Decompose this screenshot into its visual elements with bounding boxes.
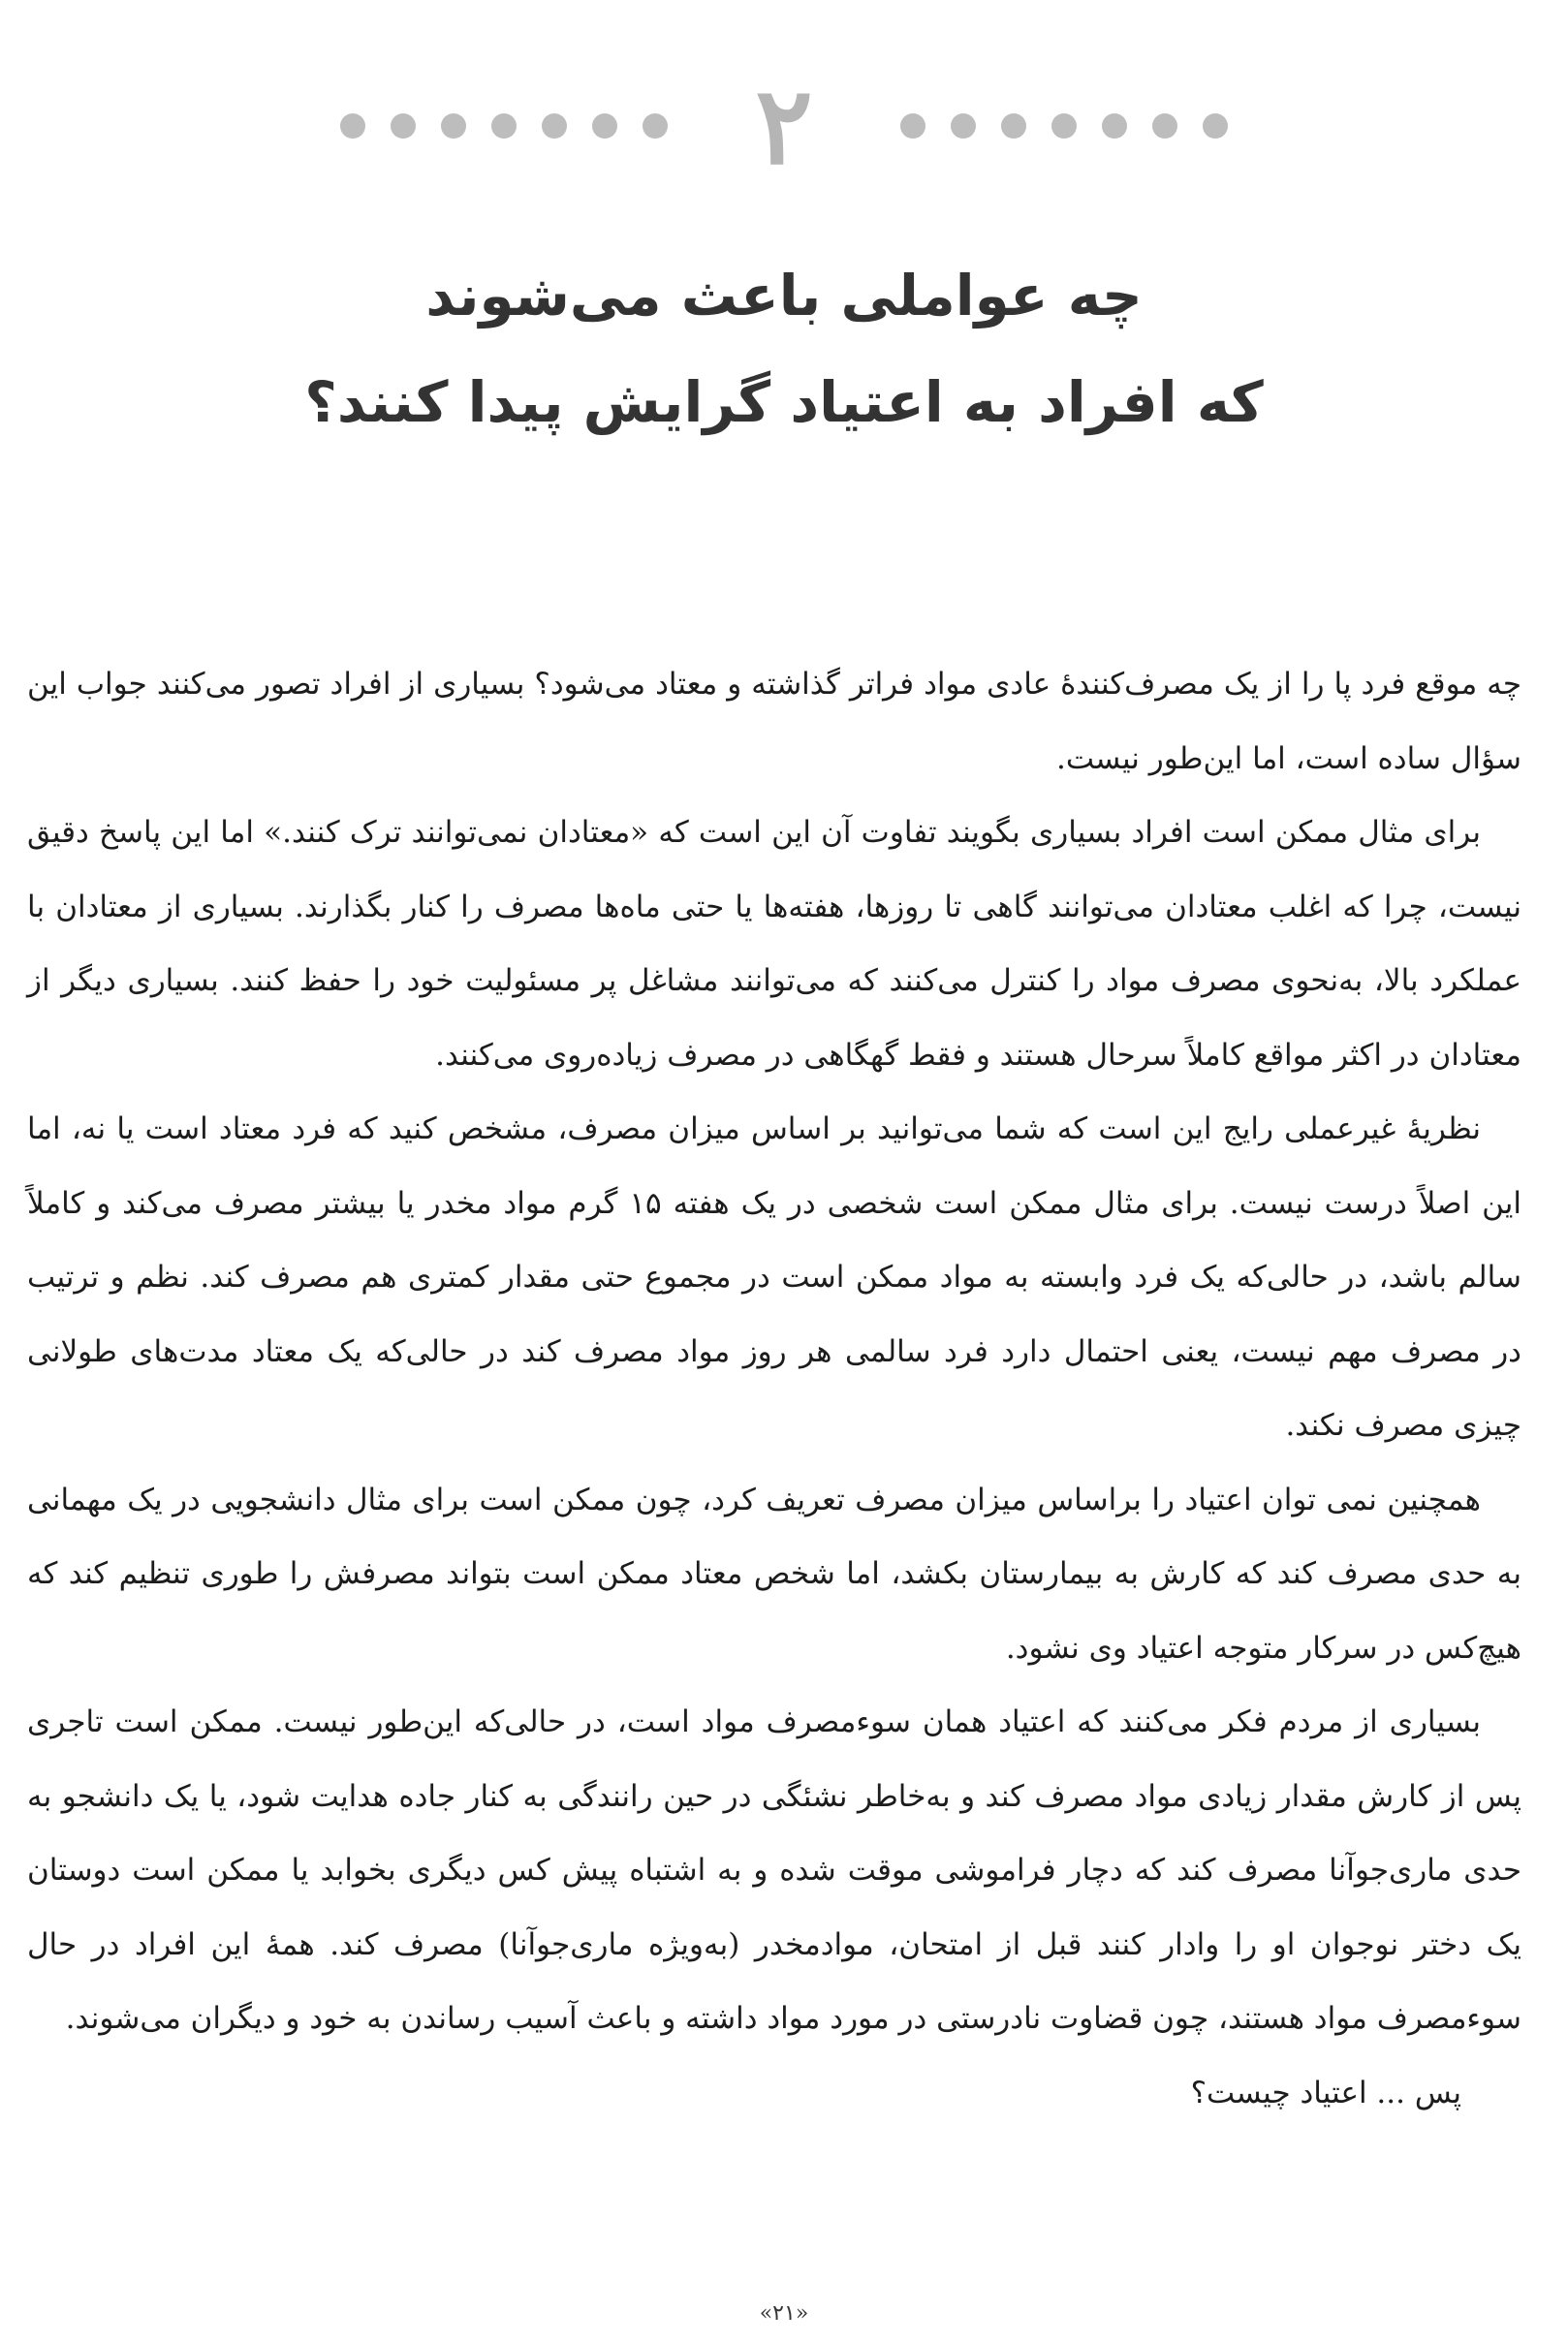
decorative-dot	[951, 113, 976, 139]
paragraph-2: برای مثال ممکن است افراد بسیاری بگویند تفاوت آن این است که «معتادان نمی‌توانند ترک کنند.» اما این پاسخ دقیق نیست، چرا که اغلب معتادان می‌توانند گاهی تا روزها، هفته‌ها یا حتی ماه‌ها مصرف را کنار بگذارند. بسیاری از معتادان با عملکرد بالا، به‌نحوی مصرف مواد را کنترل می‌کنند که می‌توانند مشاغل پر مسئولیت خود را حفظ کنند. بسیاری دیگر از معتادان در اکثر مواقع کاملاً سرحال هستند و فقط گهگاهی در مصرف زیاده‌روی می‌کنند.	[27, 815, 1521, 1073]
chapter-title-line-2: که افراد به اعتیاد گرایش پیدا کنند؟	[304, 369, 1264, 435]
decorative-dot	[592, 113, 617, 139]
decorative-dot	[900, 113, 925, 139]
page-number: «۲۱»	[759, 2301, 809, 2326]
chapter-number: ۲	[755, 63, 813, 188]
paragraph-5: بسیاری از مردم فکر می‌کنند که اعتیاد همان سوءمصرف مواد است، در حالی‌که این‌طور نیست. ممکن است تاجری پس از کارش مقدار زیادی مواد مصرف کند و به‌خاطر نشئگی در حین رانندگی به کنار جاده هدایت شود، یا یک دانشجو به حدی ماری‌جوآنا مصرف کند که دچار فراموشی موقت شده و به اشتباه پیش کس دیگری بخوابد یا ممکن است دوستان یک دختر نوجوان او را وادار کنند قبل از امتحان، موادمخدر (به‌ویژه ماری‌جوآنا) مصرف کند. همهٔ این افراد در حال سوءمصرف مواد هستند، چون قضاوت نادرستی در مورد مواد داشته و باعث آسیب رساندن به خود و دیگران می‌شوند.	[27, 1704, 1521, 2036]
chapter-title-line-1: چه عواملی باعث می‌شوند	[425, 263, 1143, 328]
chapter-body	[27, 647, 1521, 2130]
decorative-dot	[391, 113, 416, 139]
decorative-dot	[1001, 113, 1026, 139]
decorative-dot	[1152, 113, 1177, 139]
decorative-dot	[441, 113, 466, 139]
decorative-dot	[1102, 113, 1127, 139]
decorative-dot	[542, 113, 567, 139]
dot-row-right	[900, 113, 1228, 139]
closing-question: پس ... اعتیاد چیست؟	[1190, 2075, 1461, 2110]
paragraph-1: چه موقع فرد پا را از یک مصرف‌کنندهٔ عادی مواد فراتر گذاشته و معتاد می‌شود؟ بسیاری از افراد تصور می‌کنند جواب این سؤال ساده است، اما این‌طور نیست.	[27, 667, 1521, 776]
chapter-title	[194, 242, 1374, 455]
paragraph-4: همچنین نمی توان اعتیاد را براساس میزان مصرف تعریف کرد، چون ممکن است برای مثال دانشجویی در یک مهمانی به حدی مصرف کند که کارش به بیمارستان بکشد، اما شخص معتاد ممکن است بتواند مصرفش را طوری تنظیم کند که هیچ‌کس در سرکار متوجه اعتیاد وی نشود.	[27, 1482, 1521, 1666]
decorative-dot	[491, 113, 517, 139]
decorative-dot	[340, 113, 365, 139]
decorative-dot	[1203, 113, 1228, 139]
paragraph-3: نظریهٔ غیرعملی رایج این است که شما می‌توانید بر اساس میزان مصرف، مشخص کنید که فرد معتاد است یا نه، اما این اصلاً درست نیست. برای مثال ممکن است شخصی در یک هفته ۱۵ گرم مواد مخدر یا بیشتر مصرف می‌کند و کاملاً سالم باشد، در حالی‌که یک فرد وابسته به مواد ممکن است در مجموع حتی مقدار کمتری هم مصرف کند. نظم و ترتیب در مصرف مهم نیست، یعنی احتمال دارد فرد سالمی هر روز مواد مصرف کند در حالی‌که یک معتاد مدت‌های طولانی چیزی مصرف نکند.	[27, 1111, 1522, 1443]
chapter-header	[0, 63, 1568, 188]
dot-row-left	[340, 113, 668, 139]
decorative-dot	[1051, 113, 1077, 139]
decorative-dot	[643, 113, 668, 139]
